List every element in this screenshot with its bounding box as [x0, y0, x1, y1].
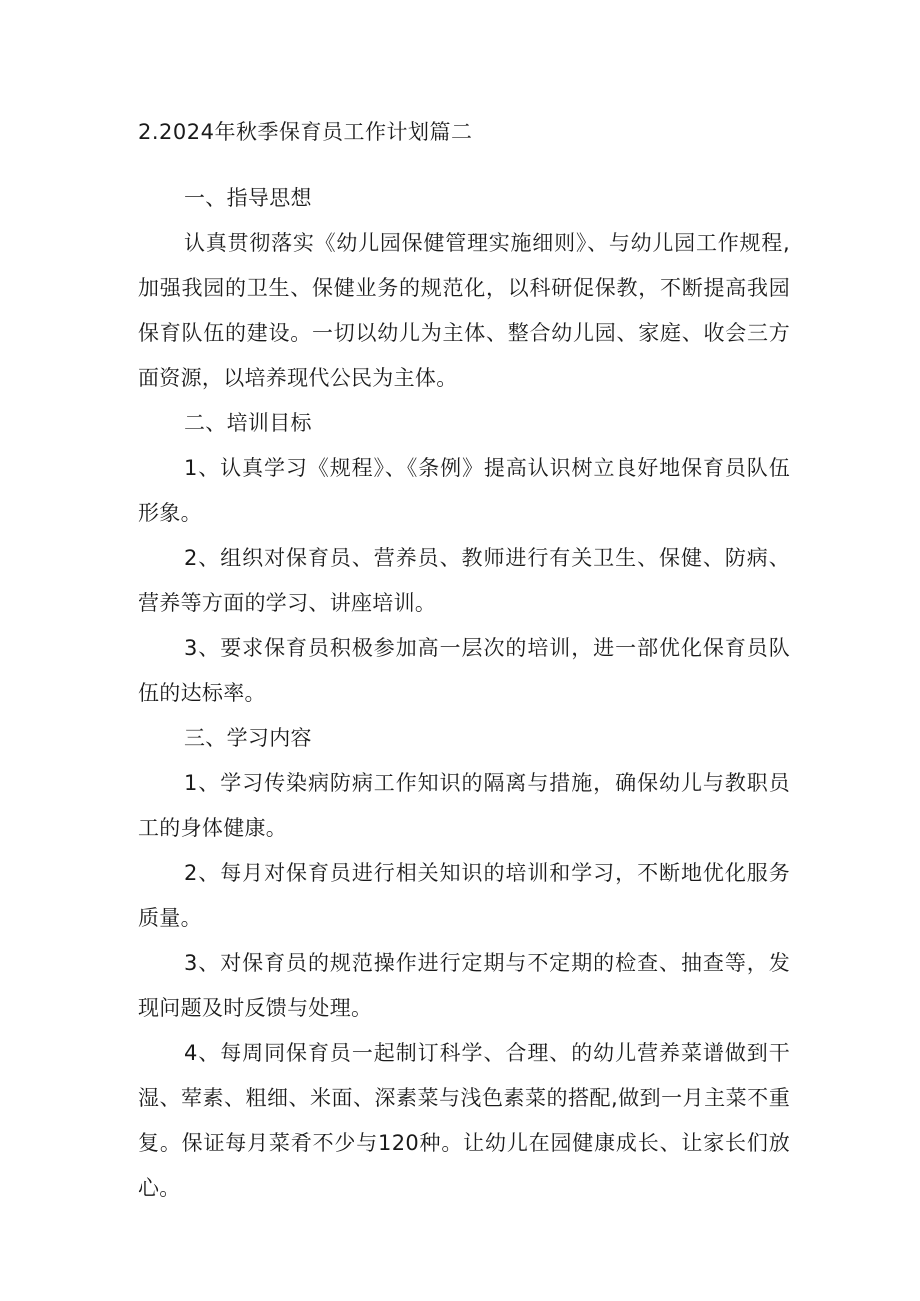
list-item-study-3: 3、对保育员的规范操作进行定期与不定期的检查、抽查等，发现问题及时反馈与处理。: [138, 951, 790, 1020]
paragraph-guiding-ideology: 认真贯彻落实《幼儿园保健管理实施细则》、与幼儿园工作规程,加强我园的卫生、保健业务的规范化，以科研促保教，不断提高我园保育队伍的建设。一切以幼儿为主体、整合幼儿园、家庭、收会三方面资源，以培养现代公民为主体。: [138, 231, 790, 390]
list-item-study-4: 4、每周同保育员一起制订科学、合理、的幼儿营养菜谱做到干湿、荤素、粗细、米面、深素菜与浅色素菜的搭配,做到一月主菜不重复。保证每月菜肴不少与120种。让幼儿在园健康成长、让家长们放心。: [138, 1041, 790, 1200]
list-item-training-3: 3、要求保育员积极参加高一层次的培训，进一部优化保育员队伍的达标率。: [138, 636, 790, 705]
section-heading-guiding-ideology: 一、指导思想: [184, 186, 312, 210]
list-item-training-1: 1、认真学习《规程》、《条例》提高认识树立良好地保育员队伍形象。: [138, 456, 790, 525]
section-heading-study-content: 三、学习内容: [184, 726, 312, 750]
section-heading-training-goals: 二、培训目标: [184, 411, 312, 435]
list-item-study-1: 1、学习传染病防病工作知识的隔离与措施，确保幼儿与教职员工的身体健康。: [138, 771, 790, 840]
list-item-training-2: 2、组织对保育员、营养员、教师进行有关卫生、保健、防病、营养等方面的学习、讲座培训。: [138, 546, 790, 615]
list-item-study-2: 2、每月对保育员进行相关知识的培训和学习，不断地优化服务质量。: [138, 861, 790, 930]
document-title: 2.2024年秋季保育员工作计划篇二: [138, 120, 473, 144]
document-body: [138, 176, 790, 1211]
